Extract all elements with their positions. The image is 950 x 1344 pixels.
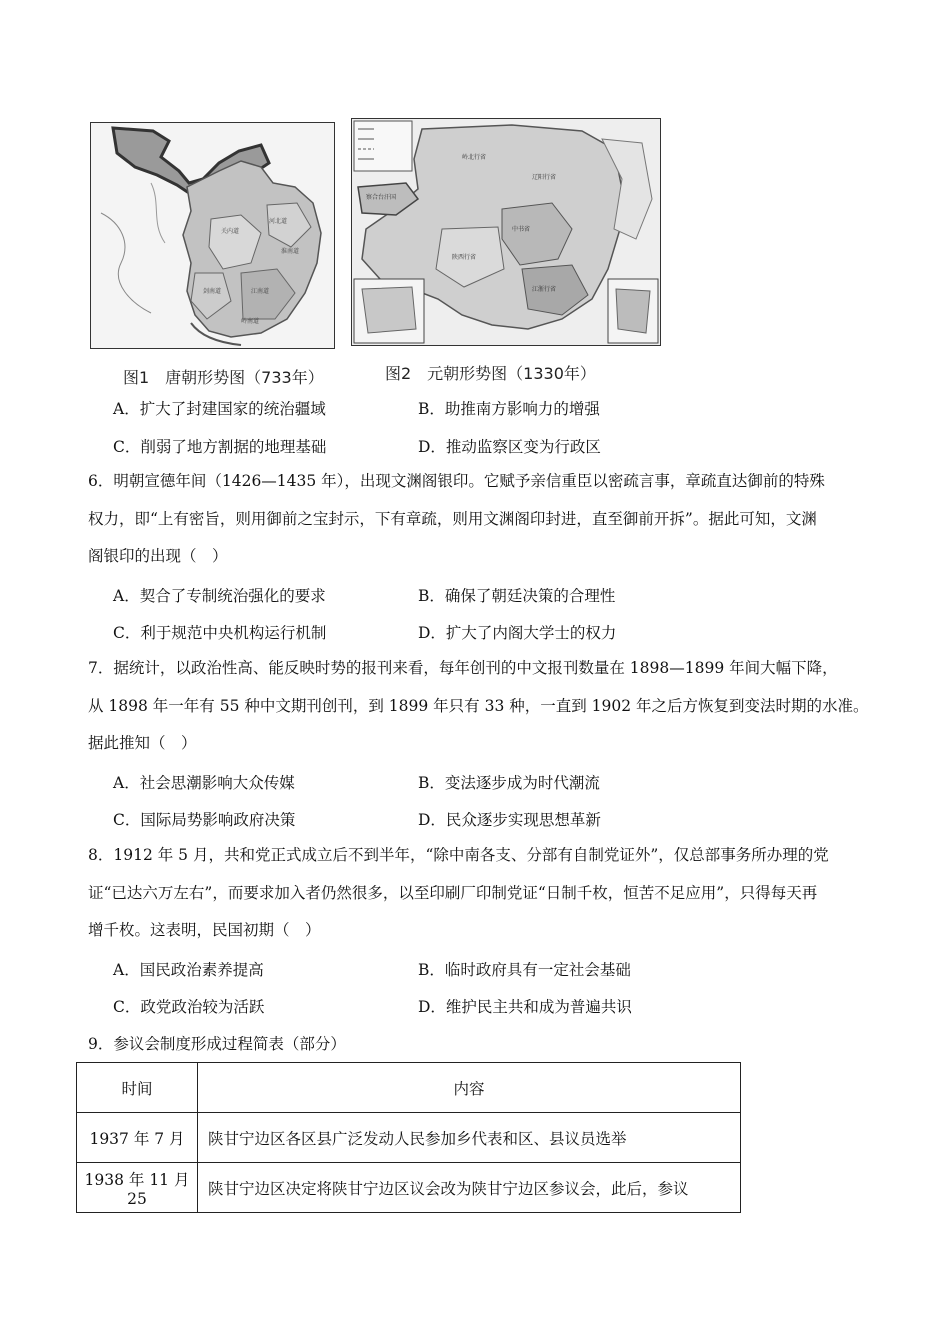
table-cell-content: 陕甘宁边区各区县广泛发动人民参加乡代表和区、县议员选举: [198, 1113, 741, 1163]
q5-option-b: B．助推南方影响力的增强: [418, 400, 600, 418]
svg-text:江浙行省: 江浙行省: [532, 286, 557, 293]
q7-stem: [88, 650, 868, 763]
svg-text:中书省: 中书省: [512, 226, 531, 233]
q8-line-3: 增千枚。这表明，民国初期（ ）: [88, 921, 321, 939]
table-cell-time: 1938 年 11 月 25: [77, 1163, 198, 1213]
svg-text:河北道: 河北道: [269, 218, 288, 225]
svg-text:江南道: 江南道: [251, 288, 270, 295]
q6-line-3: 阁银印的出现（ ）: [88, 547, 228, 565]
svg-text:关内道: 关内道: [221, 228, 240, 235]
q8-option-a: A．国民政治素养提高: [113, 961, 264, 979]
tang-map-caption: 图1 唐朝形势图（733年）: [123, 368, 324, 387]
table-cell-time: 1937 年 7 月: [77, 1113, 198, 1163]
q5-option-d: D．推动监察区变为行政区: [418, 438, 601, 456]
table-header-content: 内容: [198, 1063, 741, 1113]
table-header-time: 时间: [77, 1063, 198, 1113]
svg-text:察合台汗国: 察合台汗国: [366, 194, 397, 201]
svg-text:淮南道: 淮南道: [281, 248, 300, 255]
q7-option-d: D．民众逐步实现思想革新: [418, 811, 601, 829]
svg-text:岭北行省: 岭北行省: [462, 154, 487, 161]
q6-option-a: A．契合了专制统治强化的要求: [113, 587, 326, 605]
q8-option-c: C．政党政治较为活跃: [113, 998, 265, 1016]
q7-line-2: 从 1898 年一年有 55 种中文期刊创刊，到 1899 年只有 33 种，一直到 1902 年之后方恢复到变法时期的水准。: [88, 696, 869, 715]
svg-text:陕西行省: 陕西行省: [452, 254, 477, 261]
q7-line-3: 据此推知（ ）: [88, 734, 197, 752]
yuan-map-figure: [351, 118, 661, 346]
q9-table: [76, 1062, 741, 1213]
q6-line-2: 权力，即“上有密旨，则用御前之宝封示，下有章疏，则用文渊阁印封进，直至御前开拆”。据此可知，文渊: [88, 509, 817, 528]
svg-text:辽阳行省: 辽阳行省: [532, 174, 557, 181]
svg-text:岭南道: 岭南道: [241, 318, 260, 325]
q7-line-1: 7．据统计，以政治性高、能反映时势的报刊来看，每年创刊的中文报刊数量在 1898—1899 年间大幅下降，: [88, 659, 838, 677]
table-cell-content: 陕甘宁边区决定将陕甘宁边区议会改为陕甘宁边区参议会，此后，参议: [198, 1163, 741, 1213]
svg-text:剑南道: 剑南道: [203, 288, 222, 295]
q8-line-2: 证“已达六万左右”，而要求加入者仍然很多，以至印刷厂印制党证“日制千枚，恒苦不足应用”，只得每天再: [88, 883, 818, 902]
q8-stem: [88, 837, 868, 950]
q8-line-1: 8．1912 年 5 月，共和党正式成立后不到半年，“除中南各支、分部有自制党证外”，仅总部事务所办理的党: [88, 846, 829, 864]
table-row: [77, 1163, 741, 1213]
q7-option-c: C．国际局势影响政府决策: [113, 811, 296, 829]
q6-line-1: 6．明朝宣德年间（1426—1435 年），出现文渊阁银印。它赋予亲信重臣以密疏言事，章疏直达御前的特殊: [88, 472, 825, 490]
q7-option-a: A．社会思潮影响大众传媒: [113, 774, 295, 792]
q7-option-b: B．变法逐步成为时代潮流: [418, 774, 600, 792]
q5-option-c: C．削弱了地方割据的地理基础: [113, 438, 327, 456]
q5-option-a: A．扩大了封建国家的统治疆域: [113, 400, 326, 418]
q6-option-d: D．扩大了内阁大学士的权力: [418, 624, 617, 642]
yuan-map-image: [352, 119, 660, 345]
q8-option-b: B．临时政府具有一定社会基础: [418, 961, 631, 979]
q8-option-d: D．维护民主共和成为普遍共识: [418, 998, 632, 1016]
q6-stem: [88, 463, 868, 576]
table-header-row: [77, 1063, 741, 1113]
q6-option-c: C．利于规范中央机构运行机制: [113, 624, 327, 642]
q9-stem: 9．参议会制度形成过程简表（部分）: [88, 1035, 346, 1053]
yuan-map-caption: 图2 元朝形势图（1330年）: [385, 364, 596, 383]
tang-map-figure: [90, 122, 335, 349]
table-row: [77, 1113, 741, 1163]
q6-option-b: B．确保了朝廷决策的合理性: [418, 587, 616, 605]
tang-map-image: [91, 123, 334, 348]
